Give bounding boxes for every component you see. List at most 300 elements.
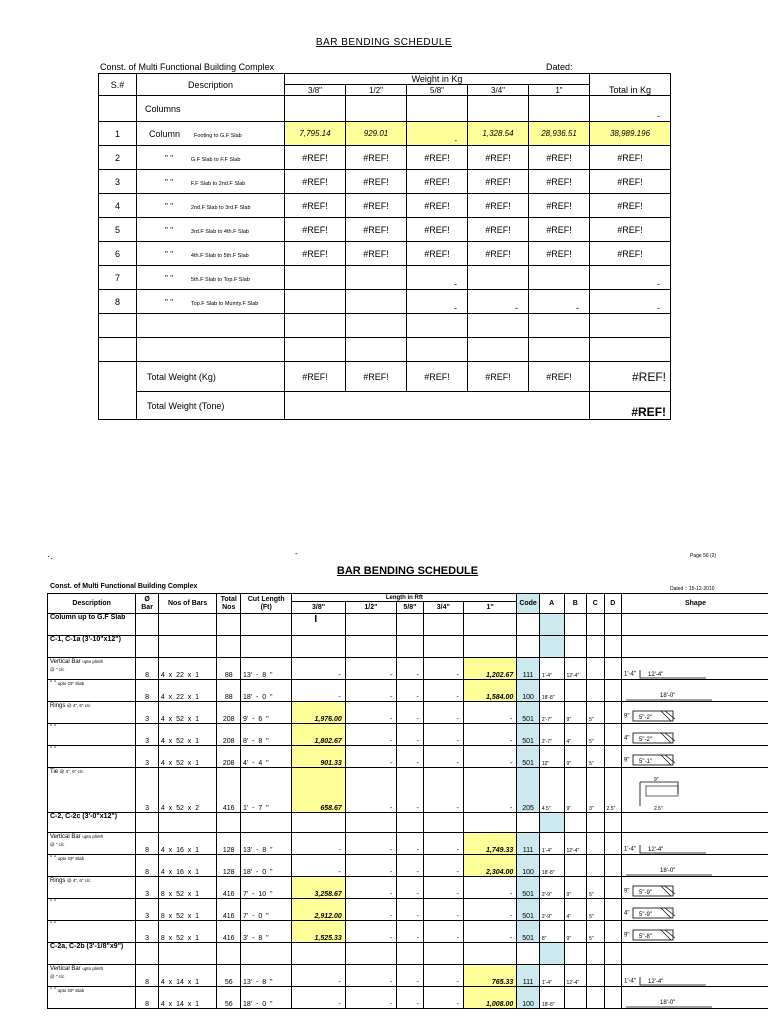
group-heading: C-2a, C-2b (3'-1/8"x9") bbox=[48, 943, 136, 965]
bar-length: 2,912.00 bbox=[292, 899, 345, 921]
bar-total-nos: 416 bbox=[217, 877, 241, 899]
bar-shape bbox=[621, 855, 768, 877]
bar-nos: 8 x 52 x 1 bbox=[158, 921, 217, 943]
bar-code: 111 bbox=[517, 658, 540, 680]
summary-project: Const. of Multi Functional Building Complex bbox=[100, 62, 275, 72]
dim-c bbox=[587, 965, 604, 987]
row-sub: Top.F Slab to Mumty.F Slab bbox=[190, 300, 259, 307]
row-description bbox=[137, 242, 285, 266]
bar-description bbox=[48, 724, 136, 746]
bbs-row bbox=[48, 702, 768, 724]
ring-shape-icon bbox=[631, 731, 679, 745]
bbs-header-size: 1" bbox=[463, 602, 516, 614]
bar-length: - bbox=[397, 680, 424, 702]
bar-length: - bbox=[397, 768, 424, 813]
row-weight: #REF! bbox=[285, 170, 346, 194]
header-size: 1" bbox=[529, 85, 590, 96]
bar-length: - bbox=[423, 899, 463, 921]
bar-length: - bbox=[345, 987, 396, 1009]
header-size: 3/8" bbox=[285, 85, 346, 96]
row-sn: 8 bbox=[99, 290, 137, 314]
dim-a: 2'-9" bbox=[539, 899, 564, 921]
bar-desc-main: " " bbox=[50, 856, 56, 862]
total-kg-value: #REF! bbox=[529, 362, 590, 392]
row-sn: 3 bbox=[99, 170, 137, 194]
bar-length: - bbox=[345, 855, 396, 877]
bar-desc-main: " " bbox=[50, 747, 56, 753]
shape-label: 1'-4" bbox=[623, 978, 636, 985]
bar-length: - bbox=[423, 833, 463, 855]
row-weight: 7,795.14 bbox=[285, 122, 346, 146]
bbs-header-d: D bbox=[604, 594, 621, 614]
bbs-row bbox=[48, 921, 768, 943]
row-weight: #REF! bbox=[529, 146, 590, 170]
row-ditto: " " bbox=[165, 297, 173, 307]
row-ditto: " " bbox=[165, 153, 173, 163]
bbs-header-size: 3/8" bbox=[292, 602, 345, 614]
dim-b: 12'-4" bbox=[564, 965, 587, 987]
bar-dia: 8 bbox=[136, 965, 159, 987]
bbs-header-dia: Ø Bar bbox=[136, 594, 159, 614]
dim-d bbox=[604, 746, 621, 768]
bar-length: - bbox=[292, 680, 345, 702]
bar-shape bbox=[621, 965, 768, 987]
bent-bar-shape-icon bbox=[638, 844, 708, 854]
bar-length: - bbox=[345, 768, 396, 813]
bbs-header-size: 1/2" bbox=[345, 602, 396, 614]
bar-nos: 4 x 52 x 1 bbox=[158, 724, 217, 746]
bar-desc-main: " " bbox=[50, 900, 56, 906]
dim-d bbox=[604, 724, 621, 746]
bbs-row bbox=[48, 680, 768, 702]
ring-shape-icon bbox=[631, 884, 679, 898]
bar-desc-main: " " bbox=[50, 988, 56, 994]
dim-b bbox=[564, 855, 587, 877]
bar-dia: 8 bbox=[136, 680, 159, 702]
shape-label: 9" bbox=[623, 932, 630, 939]
row-weight: #REF! bbox=[346, 170, 407, 194]
ring-shape-icon bbox=[631, 709, 679, 723]
row-weight: #REF! bbox=[285, 146, 346, 170]
row-weight: #REF! bbox=[529, 170, 590, 194]
summary-title: BAR BENDING SCHEDULE bbox=[315, 37, 453, 48]
row-weight bbox=[346, 266, 407, 290]
shape-label: 9" bbox=[623, 888, 630, 895]
bar-description bbox=[48, 658, 136, 680]
row-description bbox=[137, 170, 285, 194]
header-sn: S.# bbox=[99, 74, 137, 96]
bar-dia: 3 bbox=[136, 768, 159, 813]
dim-b: 4" bbox=[564, 724, 587, 746]
bar-dia: 3 bbox=[136, 877, 159, 899]
bar-length: - bbox=[397, 724, 424, 746]
bar-cut-length: 9' - 6 " bbox=[241, 702, 292, 724]
bar-desc-main: Vertical Bar bbox=[50, 659, 81, 665]
row-description bbox=[137, 194, 285, 218]
row-total: - bbox=[590, 290, 671, 314]
bar-dia: 3 bbox=[136, 899, 159, 921]
bar-shape bbox=[621, 987, 768, 1009]
bar-nos: 8 x 52 x 1 bbox=[158, 877, 217, 899]
dim-c bbox=[587, 855, 604, 877]
summary-table bbox=[98, 73, 671, 420]
dim-d bbox=[604, 965, 621, 987]
dim-a: 4.5" bbox=[539, 768, 564, 813]
row-weight: 929.01 bbox=[346, 122, 407, 146]
bar-description bbox=[48, 833, 136, 855]
row-sub: F.F Slab to 2nd.F Slab bbox=[190, 180, 246, 187]
row-weight: #REF! bbox=[407, 218, 468, 242]
bar-nos: 8 x 52 x 1 bbox=[158, 899, 217, 921]
bar-length: - bbox=[423, 746, 463, 768]
bar-length: - bbox=[397, 702, 424, 724]
bar-length: 1,202.67 bbox=[463, 658, 516, 680]
bbs-table bbox=[47, 593, 768, 1009]
bar-shape bbox=[621, 702, 768, 724]
total-kg-value: #REF! bbox=[407, 362, 468, 392]
shape-dim: 5"-9" bbox=[639, 890, 653, 896]
bbs-row bbox=[48, 877, 768, 899]
bar-shape bbox=[621, 921, 768, 943]
bar-length: - bbox=[397, 658, 424, 680]
straight-bar-shape-icon bbox=[624, 998, 714, 1008]
stray-mark: - bbox=[295, 549, 298, 558]
bar-length: - bbox=[345, 899, 396, 921]
bbs-title: BAR BENDING SCHEDULE bbox=[336, 565, 479, 577]
row-sn: 6 bbox=[99, 242, 137, 266]
bar-length: - bbox=[397, 965, 424, 987]
row-weight: #REF! bbox=[285, 242, 346, 266]
bar-total-nos: 208 bbox=[217, 724, 241, 746]
stray-mark: ·. bbox=[47, 551, 54, 562]
row-weight: - bbox=[407, 122, 468, 146]
bar-total-nos: 416 bbox=[217, 921, 241, 943]
bar-nos: 4 x 16 x 1 bbox=[158, 855, 217, 877]
bar-nos: 4 x 52 x 2 bbox=[158, 768, 217, 813]
bar-length: 658.67 bbox=[292, 768, 345, 813]
dim-d bbox=[604, 987, 621, 1009]
dim-d bbox=[604, 899, 621, 921]
bar-description bbox=[48, 855, 136, 877]
bar-description bbox=[48, 768, 136, 813]
header-weight: Weight in Kg bbox=[285, 74, 590, 85]
dim-b: 12'-4" bbox=[564, 833, 587, 855]
bar-code: 501 bbox=[517, 899, 540, 921]
row-description bbox=[137, 122, 285, 146]
dim-d bbox=[604, 702, 621, 724]
summary-row bbox=[99, 290, 671, 314]
bar-desc-main: Rings bbox=[50, 703, 66, 709]
shape-dim: 18'-0" bbox=[659, 693, 676, 699]
row-total: - bbox=[590, 266, 671, 290]
row-weight: #REF! bbox=[468, 146, 529, 170]
row-total: #REF! bbox=[590, 218, 671, 242]
bar-desc-main: " " bbox=[50, 922, 56, 928]
total-kg-value: #REF! bbox=[468, 362, 529, 392]
bar-length: - bbox=[345, 965, 396, 987]
bar-length: 1,525.33 bbox=[292, 921, 345, 943]
total-kg-value: #REF! bbox=[346, 362, 407, 392]
bar-total-nos: 56 bbox=[217, 965, 241, 987]
row-sn: 7 bbox=[99, 266, 137, 290]
bbs-row bbox=[48, 724, 768, 746]
bar-shape bbox=[621, 768, 768, 813]
bar-cut-length: 18' - 0 " bbox=[241, 987, 292, 1009]
row-weight bbox=[285, 266, 346, 290]
bar-length: - bbox=[397, 746, 424, 768]
bar-desc-main: Vertical Bar bbox=[50, 966, 81, 972]
bar-length: 765.33 bbox=[463, 965, 516, 987]
bar-dia: 3 bbox=[136, 724, 159, 746]
shape-dim: 12'-4" bbox=[647, 979, 663, 985]
bar-total-nos: 56 bbox=[217, 987, 241, 1009]
bar-length: - bbox=[423, 855, 463, 877]
dim-a: 1'-4" bbox=[539, 833, 564, 855]
row-weight: #REF! bbox=[346, 242, 407, 266]
summary-dated-label: Dated: bbox=[546, 62, 573, 72]
bar-cut-length: 4' - 4 " bbox=[241, 746, 292, 768]
row-weight: #REF! bbox=[407, 194, 468, 218]
dim-c bbox=[587, 680, 604, 702]
row-weight: #REF! bbox=[468, 194, 529, 218]
bbs-row bbox=[48, 768, 768, 813]
row-weight: #REF! bbox=[529, 194, 590, 218]
bar-nos: 4 x 14 x 1 bbox=[158, 965, 217, 987]
row-weight: #REF! bbox=[407, 146, 468, 170]
dim-c: 5" bbox=[587, 746, 604, 768]
bar-cut-length: 7' - 0 " bbox=[241, 899, 292, 921]
bar-length: - bbox=[463, 921, 516, 943]
bar-length: - bbox=[397, 899, 424, 921]
bar-length: - bbox=[397, 877, 424, 899]
shape-dim: 2.5" bbox=[653, 806, 663, 812]
summary-row bbox=[99, 218, 671, 242]
bar-length: 3,258.67 bbox=[292, 877, 345, 899]
row-weight: #REF! bbox=[346, 146, 407, 170]
bar-cut-length: 3' - 8 " bbox=[241, 921, 292, 943]
row-weight: #REF! bbox=[346, 194, 407, 218]
bar-length: - bbox=[463, 768, 516, 813]
bar-code: 501 bbox=[517, 702, 540, 724]
shape-dim: 12'-4" bbox=[647, 847, 663, 853]
bar-code: 100 bbox=[517, 987, 540, 1009]
bar-desc-spacing: @ " c/c bbox=[50, 842, 65, 847]
bbs-header-code: Code bbox=[517, 594, 540, 614]
bar-cut-length: 13' - 8 " bbox=[241, 833, 292, 855]
bar-desc-spacing: @ " c/c bbox=[50, 667, 65, 672]
header-size: 1/2" bbox=[346, 85, 407, 96]
bar-code: 501 bbox=[517, 724, 540, 746]
bar-shape bbox=[621, 899, 768, 921]
row-total: 38,989.196 bbox=[590, 122, 671, 146]
bar-total-nos: 128 bbox=[217, 833, 241, 855]
bar-desc-note: upto plinth bbox=[82, 659, 104, 664]
dim-d bbox=[604, 658, 621, 680]
dim-a: 18'-8" bbox=[539, 855, 564, 877]
bar-total-nos: 208 bbox=[217, 746, 241, 768]
row-weight: #REF! bbox=[407, 242, 468, 266]
bar-length: - bbox=[423, 987, 463, 1009]
summary-row bbox=[99, 242, 671, 266]
dim-c bbox=[587, 987, 604, 1009]
dim-c bbox=[587, 833, 604, 855]
row-weight: - bbox=[468, 290, 529, 314]
dim-a: 18'-8" bbox=[539, 680, 564, 702]
row-weight bbox=[529, 266, 590, 290]
group-heading: C-2, C-2c (3'-0"x12") bbox=[48, 813, 136, 833]
bar-length: - bbox=[423, 965, 463, 987]
bar-length: - bbox=[397, 921, 424, 943]
bar-dia: 8 bbox=[136, 855, 159, 877]
bar-length: 901.33 bbox=[292, 746, 345, 768]
row-weight: - bbox=[407, 266, 468, 290]
tie-shape-icon bbox=[624, 776, 694, 812]
columns-total: - bbox=[590, 96, 671, 122]
shape-dim: 5"-2" bbox=[639, 715, 653, 721]
row-total: #REF! bbox=[590, 194, 671, 218]
bar-nos: 4 x 52 x 1 bbox=[158, 702, 217, 724]
row-total: #REF! bbox=[590, 242, 671, 266]
dim-b: 9" bbox=[564, 921, 587, 943]
bbs-row bbox=[48, 855, 768, 877]
row-weight: #REF! bbox=[346, 218, 407, 242]
bar-nos: 4 x 16 x 1 bbox=[158, 833, 217, 855]
bar-total-nos: 416 bbox=[217, 768, 241, 813]
row-sn: 2 bbox=[99, 146, 137, 170]
dim-a: 8" bbox=[539, 921, 564, 943]
bar-length: - bbox=[463, 746, 516, 768]
row-weight bbox=[285, 290, 346, 314]
dim-b: 9" bbox=[564, 877, 587, 899]
bar-length: 1,749.33 bbox=[463, 833, 516, 855]
bar-desc-main: " " bbox=[50, 725, 56, 731]
straight-bar-shape-icon bbox=[624, 866, 714, 876]
bar-cut-length: 8' - 8 " bbox=[241, 724, 292, 746]
shape-dim: 5"-1" bbox=[639, 759, 653, 765]
bar-desc-note: upto GF Slab bbox=[57, 681, 85, 686]
row-description bbox=[137, 146, 285, 170]
bar-length: - bbox=[423, 921, 463, 943]
row-label: Column bbox=[149, 128, 181, 139]
bar-nos: 4 x 22 x 1 bbox=[158, 680, 217, 702]
bar-code: 111 bbox=[517, 965, 540, 987]
bbs-header-c: C bbox=[587, 594, 604, 614]
bar-length: - bbox=[463, 899, 516, 921]
bar-desc-main: " " bbox=[50, 681, 56, 687]
bar-desc-note: @ 4", 6" c/c bbox=[67, 703, 91, 708]
bar-code: 100 bbox=[517, 680, 540, 702]
bar-length: - bbox=[292, 855, 345, 877]
total-tone-label: Total Weight (Tone) bbox=[137, 392, 285, 420]
row-sub: Footing to G.F Slab bbox=[194, 132, 242, 139]
bbs-header-size: 3/4" bbox=[423, 602, 463, 614]
row-weight: #REF! bbox=[468, 170, 529, 194]
dim-a: 1'-4" bbox=[539, 658, 564, 680]
bar-length: - bbox=[463, 702, 516, 724]
row-weight bbox=[346, 290, 407, 314]
summary-row bbox=[99, 170, 671, 194]
bar-length: - bbox=[292, 833, 345, 855]
ring-shape-icon bbox=[631, 906, 679, 920]
shape-dim: 5"-9" bbox=[639, 912, 653, 918]
ring-shape-icon bbox=[631, 753, 679, 767]
shape-label: 1'-4" bbox=[623, 846, 636, 853]
text-cursor-icon: I bbox=[314, 614, 318, 625]
bar-nos: 4 x 52 x 1 bbox=[158, 746, 217, 768]
row-ditto: " " bbox=[165, 177, 173, 187]
dim-d bbox=[604, 877, 621, 899]
bar-cut-length: 1' - 7 " bbox=[241, 768, 292, 813]
row-sub: 3rd.F Slab to 4th.F Slab bbox=[190, 228, 249, 235]
bar-length: - bbox=[345, 746, 396, 768]
bar-cut-length: 13' - 8 " bbox=[241, 658, 292, 680]
bar-length: - bbox=[345, 877, 396, 899]
row-weight: 1,328.54 bbox=[468, 122, 529, 146]
summary-row bbox=[99, 122, 671, 146]
row-description bbox=[137, 266, 285, 290]
bbs-dated: Dated :: 15-12-2010 bbox=[670, 586, 715, 592]
bar-total-nos: 208 bbox=[217, 702, 241, 724]
row-sub: 5th.F Slab to Top.F Slab bbox=[190, 276, 250, 283]
bar-length: - bbox=[292, 965, 345, 987]
bbs-header-b: B bbox=[564, 594, 587, 614]
bar-dia: 3 bbox=[136, 921, 159, 943]
row-ditto: " " bbox=[165, 225, 173, 235]
shape-label: 4" bbox=[623, 735, 630, 742]
bar-desc-main: Tie bbox=[50, 769, 59, 775]
bar-dia: 8 bbox=[136, 987, 159, 1009]
row-weight: - bbox=[529, 290, 590, 314]
shape-label: 9" bbox=[623, 757, 630, 764]
bar-dia: 3 bbox=[136, 746, 159, 768]
total-kg-label: Total Weight (Kg) bbox=[137, 362, 285, 392]
dim-a: 1'-4" bbox=[539, 965, 564, 987]
bar-shape bbox=[621, 746, 768, 768]
bar-desc-note: upto plinth bbox=[82, 834, 104, 839]
bar-length: - bbox=[345, 833, 396, 855]
bbs-header-shape: Shape bbox=[621, 594, 768, 614]
header-description: Description bbox=[137, 74, 285, 96]
bar-dia: 8 bbox=[136, 658, 159, 680]
group-heading: C-1, C-1a (3'-10"x12") bbox=[48, 636, 136, 658]
bbs-row bbox=[48, 965, 768, 987]
bar-length: 1,584.00 bbox=[463, 680, 516, 702]
shape-dim: 5"-8" bbox=[639, 934, 653, 940]
bar-code: 501 bbox=[517, 746, 540, 768]
bbs-row bbox=[48, 899, 768, 921]
bar-length: - bbox=[292, 987, 345, 1009]
bar-length: - bbox=[345, 724, 396, 746]
row-ditto: " " bbox=[165, 201, 173, 211]
summary-row bbox=[99, 146, 671, 170]
bbs-header-cut-length: Cut Length (Ft) bbox=[241, 594, 292, 614]
row-weight: #REF! bbox=[285, 194, 346, 218]
dim-c: 5" bbox=[587, 724, 604, 746]
row-weight: #REF! bbox=[468, 242, 529, 266]
bar-length: - bbox=[345, 658, 396, 680]
bar-desc-note: upto plinth bbox=[82, 966, 104, 971]
row-weight: #REF! bbox=[529, 242, 590, 266]
bar-total-nos: 88 bbox=[217, 680, 241, 702]
header-size: 5/8" bbox=[407, 85, 468, 96]
shape-label: 1'-4" bbox=[623, 671, 636, 678]
dim-d bbox=[604, 855, 621, 877]
bar-code: 205 bbox=[517, 768, 540, 813]
dim-b: 9" bbox=[564, 702, 587, 724]
row-weight: #REF! bbox=[407, 170, 468, 194]
dim-c bbox=[587, 658, 604, 680]
bar-description bbox=[48, 921, 136, 943]
